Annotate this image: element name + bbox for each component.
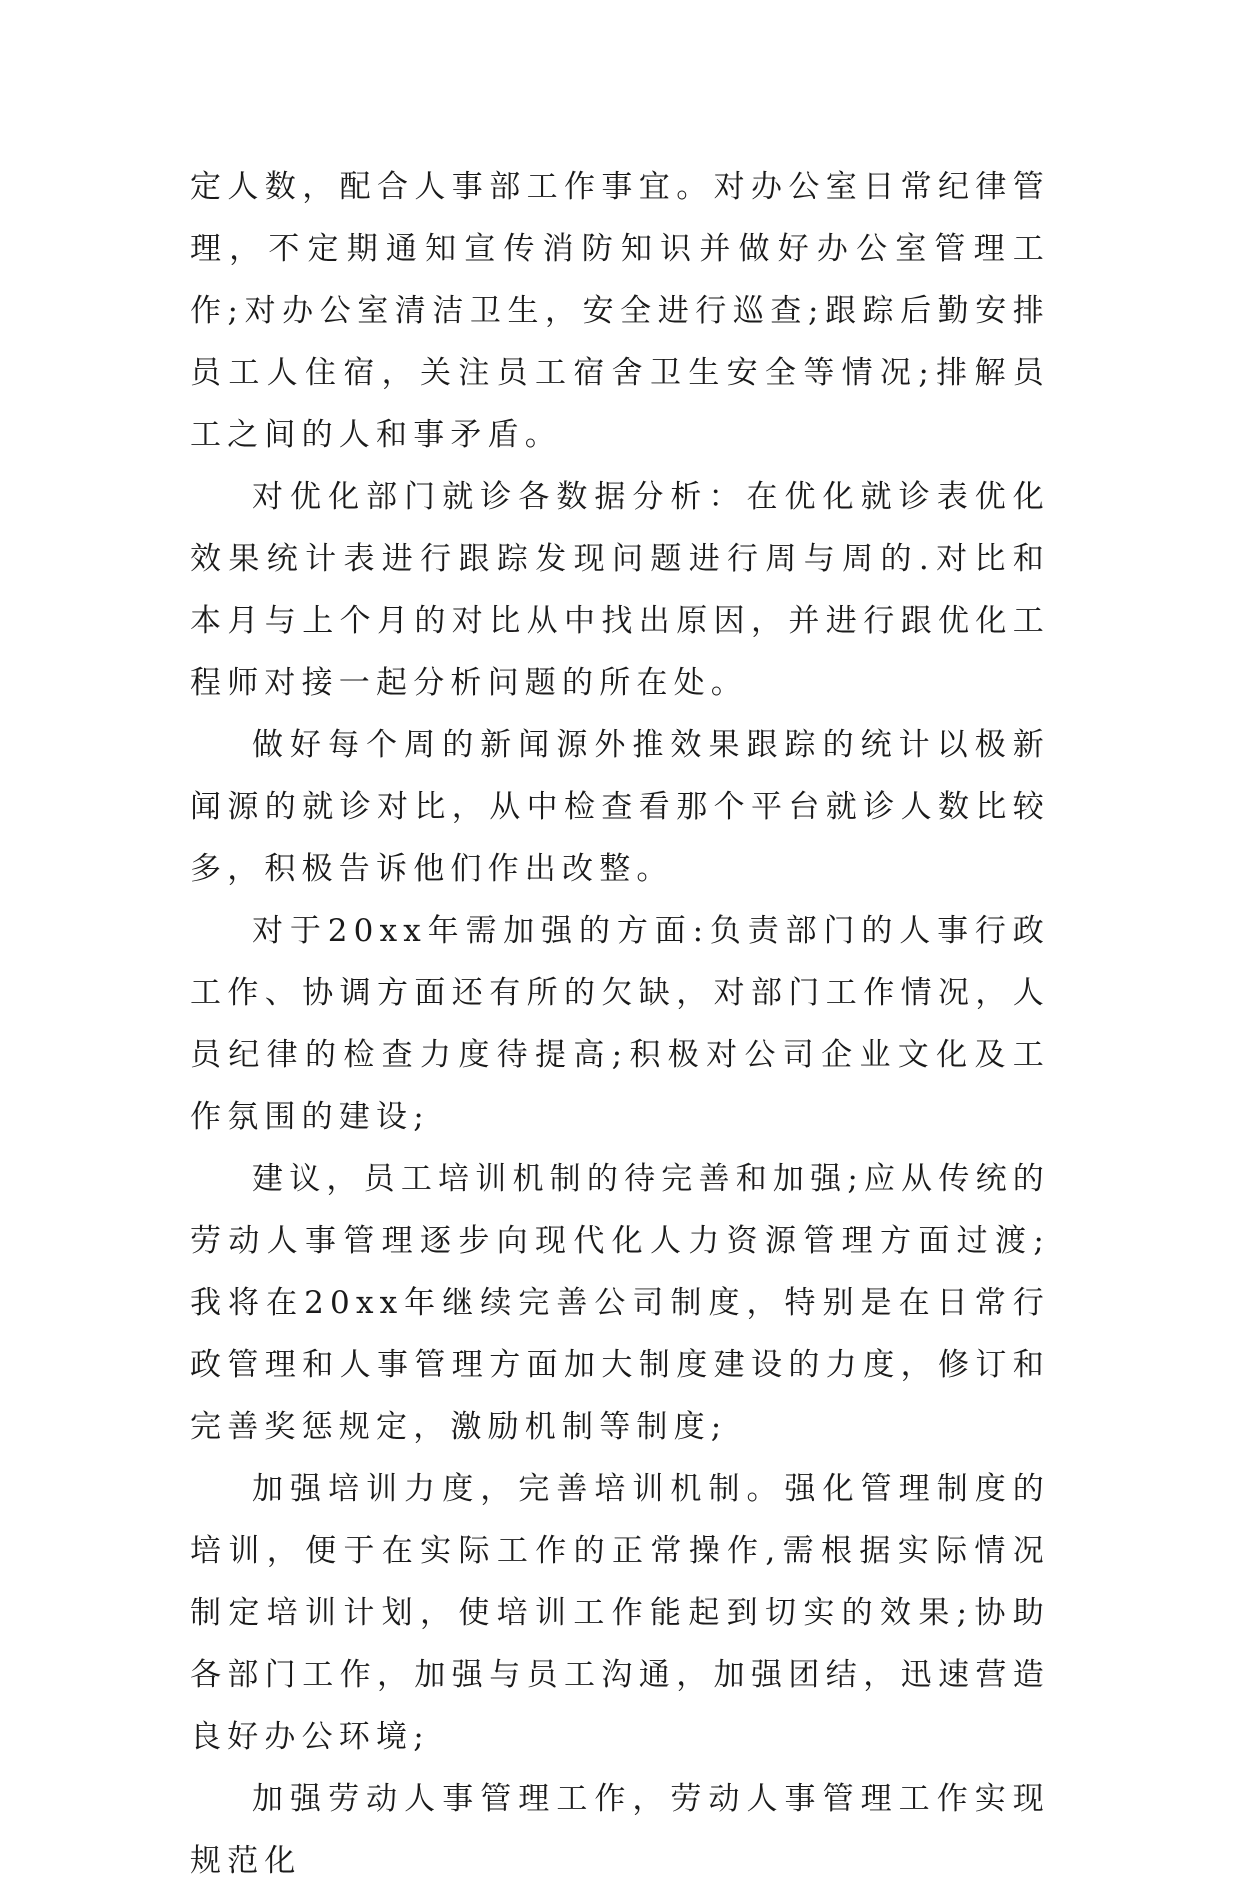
paragraph-1: 定人数，配合人事部工作事宜。对办公室日常纪律管理，不定期通知宣传消防知识并做好办公室管理工作;对办公室清洁卫生，安全进行巡查;跟踪后勤安排员工人住宿，关注员工宿舍卫生安全等情况;排解员工之间的人和事矛盾。	[190, 169, 1050, 453]
document-body	[190, 156, 1050, 1892]
paragraph-3: 做好每个周的新闻源外推效果跟踪的统计以极新闻源的就诊对比，从中检查看那个平台就诊人数比较多，积极告诉他们作出改整。	[190, 727, 1050, 887]
paragraph-5: 建议，员工培训机制的待完善和加强;应从传统的劳动人事管理逐步向现代化人力资源管理方面过渡;我将在20xx年继续完善公司制度，特别是在日常行政管理和人事管理方面加大制度建设的力度，修订和完善奖惩规定，激励机制等制度;	[190, 1161, 1050, 1445]
paragraph-7: 加强劳动人事管理工作，劳动人事管理工作实现规范化	[190, 1781, 1050, 1879]
paragraph-6: 加强培训力度，完善培训机制。强化管理制度的培训，便于在实际工作的正常操作,需根据实际情况制定培训计划，使培训工作能起到切实的效果;协助各部门工作，加强与员工沟通，加强团结，迅速营造良好办公环境;	[190, 1471, 1050, 1755]
paragraph-2: 对优化部门就诊各数据分析：在优化就诊表优化效果统计表进行跟踪发现问题进行周与周的.对比和本月与上个月的对比从中找出原因，并进行跟优化工程师对接一起分析问题的所在处。	[190, 479, 1050, 701]
paragraph-4: 对于20xx年需加强的方面:负责部门的人事行政工作、协调方面还有所的欠缺，对部门工作情况，人员纪律的检查力度待提高;积极对公司企业文化及工作氛围的建设;	[190, 913, 1050, 1135]
